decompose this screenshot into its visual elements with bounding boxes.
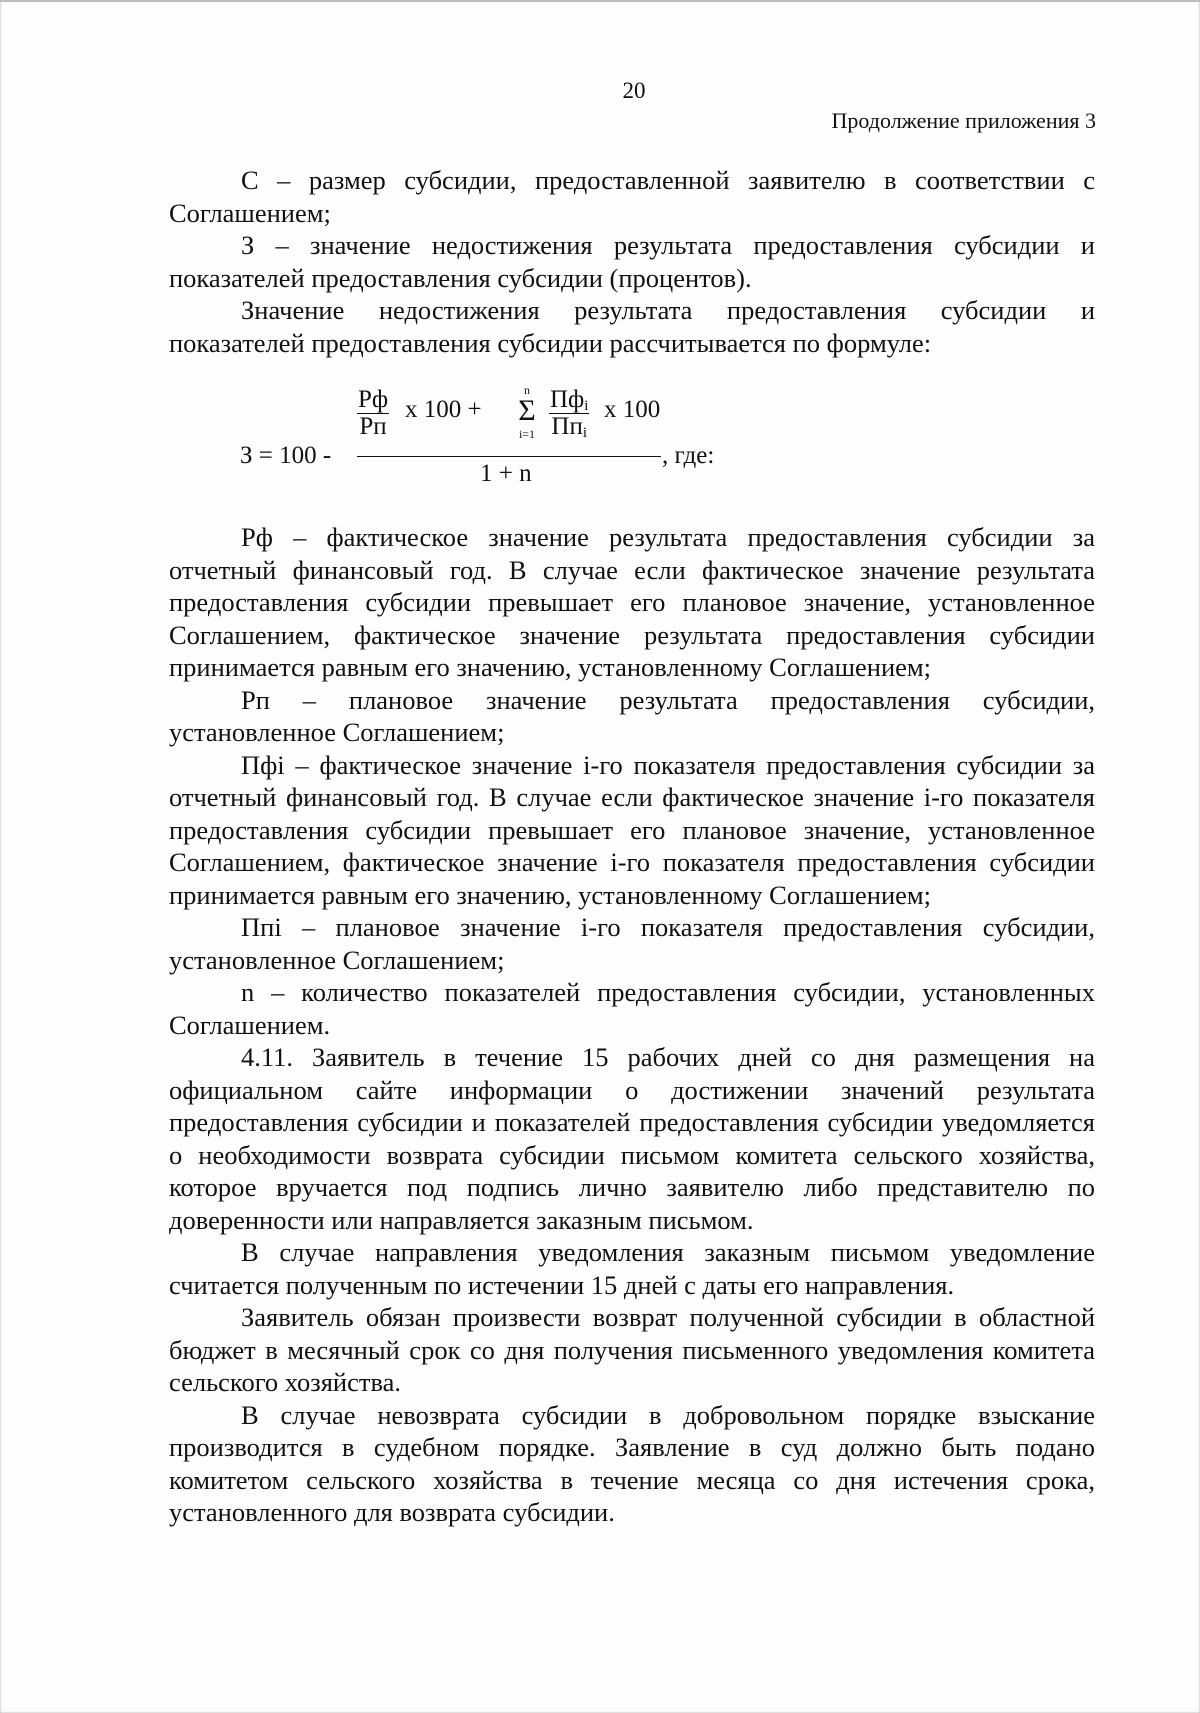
definitions-text-block — [169, 521, 1095, 1529]
formula — [240, 383, 760, 498]
formula-numerator — [357, 383, 661, 441]
paragraph: Значение недостижения результата предоставления субсидии и показателей предоставления субсидии рассчитывается по формуле: — [169, 295, 1095, 358]
sigma-symbol: Σ — [518, 394, 536, 427]
index-subscript: i — [584, 398, 589, 414]
paragraph: З – значение недостижения результата предоставления субсидии и показателей предоставления субсидии (процентов). — [169, 230, 1095, 293]
paragraph: n – количество показателей предоставления субсидии, установленных Соглашением. — [169, 977, 1095, 1040]
paragraph: В случае направления уведомления заказным письмом уведомление считается полученным по истечении 15 дней с даты его направления. — [169, 1237, 1095, 1300]
fraction-numerator — [549, 388, 589, 414]
paragraph: С – размер субсидии, предоставленной заявителю в соответствии с Соглашением; — [169, 165, 1095, 228]
fraction-denominator — [549, 414, 589, 439]
formula-denominator: 1 + n — [480, 460, 532, 487]
intro-text-block — [169, 164, 1095, 359]
main-fraction-bar — [357, 456, 661, 457]
paragraph: Пфi – фактическое значение i-го показателя предоставления субсидии за отчетный финансовый год. В случае если фактическое значение i-го показателя предоставления субсидии превышает его плановое значение, установленное Соглашением, фактическое значение i-го показателя предоставления субсидии принимается равным его значению, установленному Соглашением; — [169, 749, 1095, 910]
sum-lower-limit: i=1 — [518, 427, 536, 441]
formula-lhs: З = 100 - — [240, 442, 332, 469]
paragraph: В случае невозврата субсидии в добровольном порядке взыскание производится в судебном порядке. Заявление в суд должно быть подано комитетом сельского хозяйства в течение месяца со дня истечения срока, установленного для возврата субсидии. — [169, 1399, 1095, 1527]
fraction-denominator: Рп — [359, 413, 387, 440]
paragraph: Рф – фактическое значение результата предоставления субсидии за отчетный финансовый год. В случае если фактическое значение результата предоставления субсидии превышает его плановое значение, установленное Соглашением, фактическое значение результата предоставления субсидии принимается равным его значению, установленному Соглашением; — [169, 522, 1095, 682]
fraction-numerator: Рф — [358, 386, 389, 413]
page-number: 20 — [622, 78, 646, 103]
denominator-symbol: Пп — [551, 413, 583, 440]
fraction-pf-pp — [549, 388, 589, 439]
numerator-symbol: Пф — [550, 386, 585, 413]
paragraph: Ппi – плановое значение i-го показателя предоставления субсидии, установленное Соглашением; — [169, 912, 1095, 975]
appendix-continuation-label: Продолжение приложения 3 — [831, 108, 1096, 133]
fraction-rf-rp — [357, 388, 389, 439]
multiplier-100-plus: x 100 + — [405, 396, 482, 423]
paragraph: Рп – плановое значение результата предоставления субсидии, установленное Соглашением; — [169, 684, 1095, 747]
scan-edge — [0, 0, 1200, 2]
paragraph: Заявитель обязан произвести возврат полученной субсидии в областной бюджет в месячный срок со дня получения письменного уведомления комитета сельского хозяйства. — [169, 1302, 1095, 1397]
multiplier-100: x 100 — [604, 396, 661, 423]
formula-where-label: , где: — [662, 442, 715, 469]
sum-operator — [515, 383, 539, 441]
paragraph: 4.11. Заявитель в течение 15 рабочих дней со дня размещения на официальном сайте информации о достижении значений результата предоставления субсидии и показателей предоставления субсидии уведомляется о необходимости возврата субсидии письмом комитета сельского хозяйства, которое вручается под подпись лично заявителю либо представителю по доверенности или направляется заказным письмом. — [169, 1042, 1095, 1235]
sum-upper-limit: n — [524, 383, 530, 397]
index-subscript: i — [582, 425, 588, 441]
